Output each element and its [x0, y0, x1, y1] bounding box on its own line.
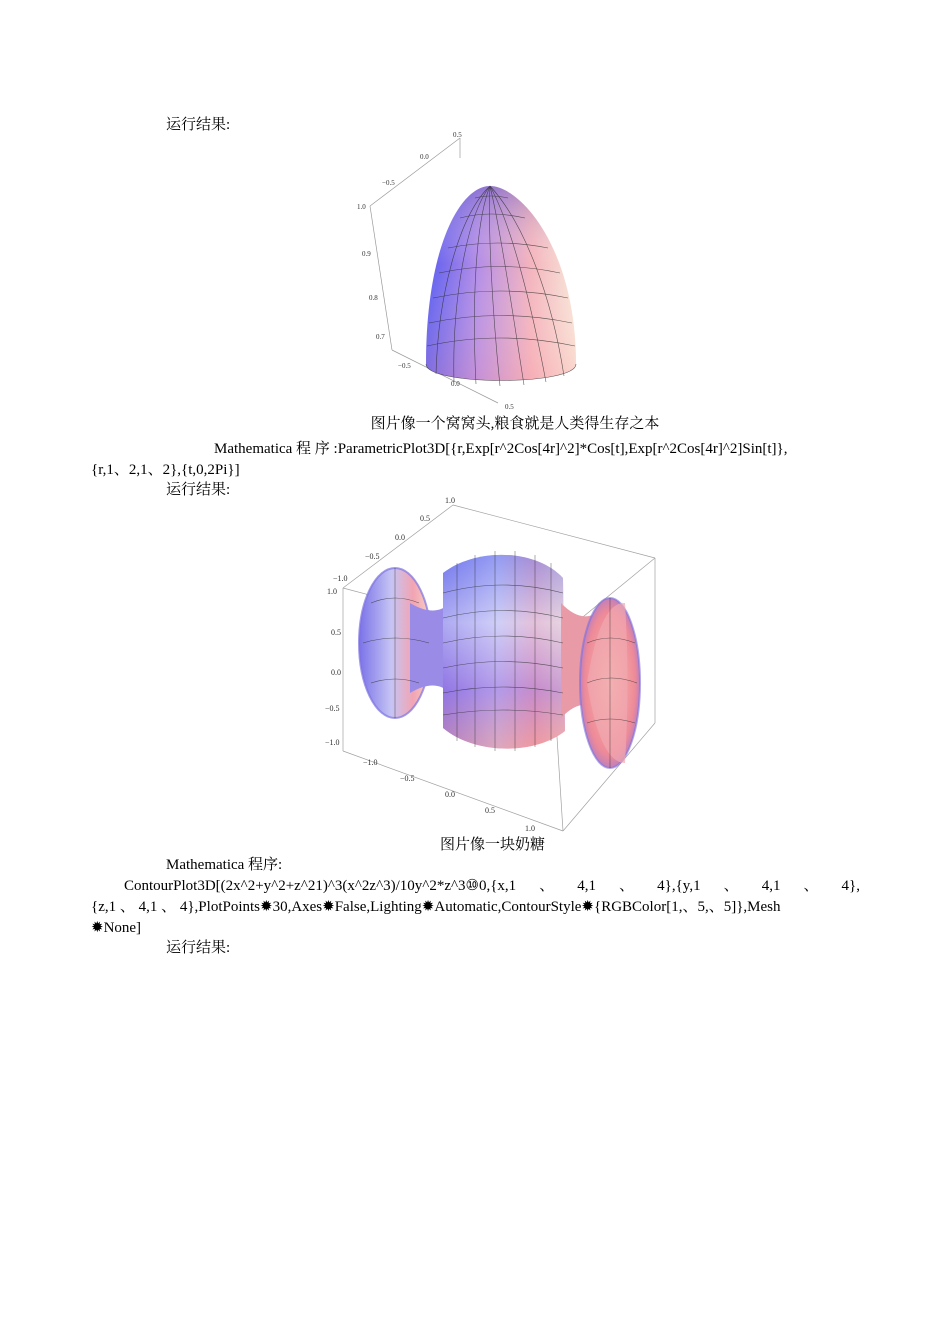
- figure-2-candy-surface: [325, 493, 665, 838]
- program-3-line-3: ✹None]: [91, 920, 142, 936]
- code-segment: 4,1: [577, 878, 597, 894]
- code-segment: 、: [619, 878, 635, 894]
- fig1-tick-left: 0.8: [369, 294, 378, 302]
- program-3-line-2: {z,1 、 4,1 、 4},PlotPoints✹30,Axes✹False,Lighting✹Automatic,ContourStyle✹{RGBColor[1,、5,、5]},Mesh: [91, 899, 781, 915]
- code-segment: 、: [539, 878, 555, 894]
- program-2-line-1: Mathematica 程 序 :ParametricPlot3D[{r,Exp[r^2Cos[4r]^2]*Cos[t],Exp[r^2Cos[4r]^2]Sin[t]},: [214, 441, 788, 457]
- figure-1-paraboloid: [340, 128, 600, 413]
- program-3-line-1: [124, 877, 860, 895]
- code-segment: ContourPlot3D[(2x^2+y^2+z^21)^3(x^2z^3)/10y^2*z^3⑩0,{x,1: [124, 878, 517, 894]
- fig1-tick-top: −0.5: [382, 179, 395, 187]
- fig2-tick-top: 1.0: [445, 496, 455, 505]
- fig2-tick-left: 0.5: [331, 628, 341, 637]
- result-label-2: 运行结果:: [166, 482, 231, 498]
- fig2-tick-top: 0.5: [420, 514, 430, 523]
- figure-2-caption: 图片像一块奶糖: [439, 837, 545, 853]
- fig2-tick-top: 0.0: [395, 533, 405, 542]
- code-segment: 4},: [841, 878, 860, 894]
- fig1-tick-bottom: 0.0: [451, 380, 460, 388]
- program-2-line-2: {r,1、2,1、2},{t,0,2Pi}]: [91, 462, 240, 478]
- result-label-1: 运行结果:: [166, 117, 231, 133]
- fig2-tick-left: 1.0: [327, 587, 337, 596]
- code-segment: 、: [803, 878, 819, 894]
- fig1-tick-top: 0.5: [453, 131, 462, 139]
- program-3-label: Mathematica 程序:: [166, 857, 283, 873]
- fig2-tick-top: −1.0: [333, 574, 348, 583]
- fig1-tick-left: 1.0: [357, 203, 366, 211]
- figure-1-caption: 图片像一个窝窝头,粮食就是人类得生存之本: [370, 416, 660, 432]
- fig1-tick-top: 0.0: [420, 153, 429, 161]
- fig1-tick-left: 0.7: [376, 333, 385, 341]
- fig2-tick-bottom: −0.5: [400, 774, 415, 783]
- result-label-3: 运行结果:: [166, 940, 231, 956]
- code-segment: 4},{y,1: [657, 878, 701, 894]
- fig1-tick-left: 0.9: [362, 250, 371, 258]
- code-segment: 4,1: [761, 878, 781, 894]
- code-segment: 、: [723, 878, 739, 894]
- fig2-tick-left: 0.0: [331, 668, 341, 677]
- fig1-tick-bottom: −0.5: [398, 362, 411, 370]
- fig2-tick-bottom: 0.0: [445, 790, 455, 799]
- fig2-tick-left: −0.5: [325, 704, 340, 713]
- fig2-tick-bottom: 0.5: [485, 806, 495, 815]
- fig2-tick-left: −1.0: [325, 738, 340, 747]
- fig2-tick-bottom: −1.0: [363, 758, 378, 767]
- fig2-tick-top: −0.5: [365, 552, 380, 561]
- fig2-tick-bottom: 1.0: [525, 824, 535, 833]
- fig1-tick-bottom: 0.5: [505, 403, 514, 411]
